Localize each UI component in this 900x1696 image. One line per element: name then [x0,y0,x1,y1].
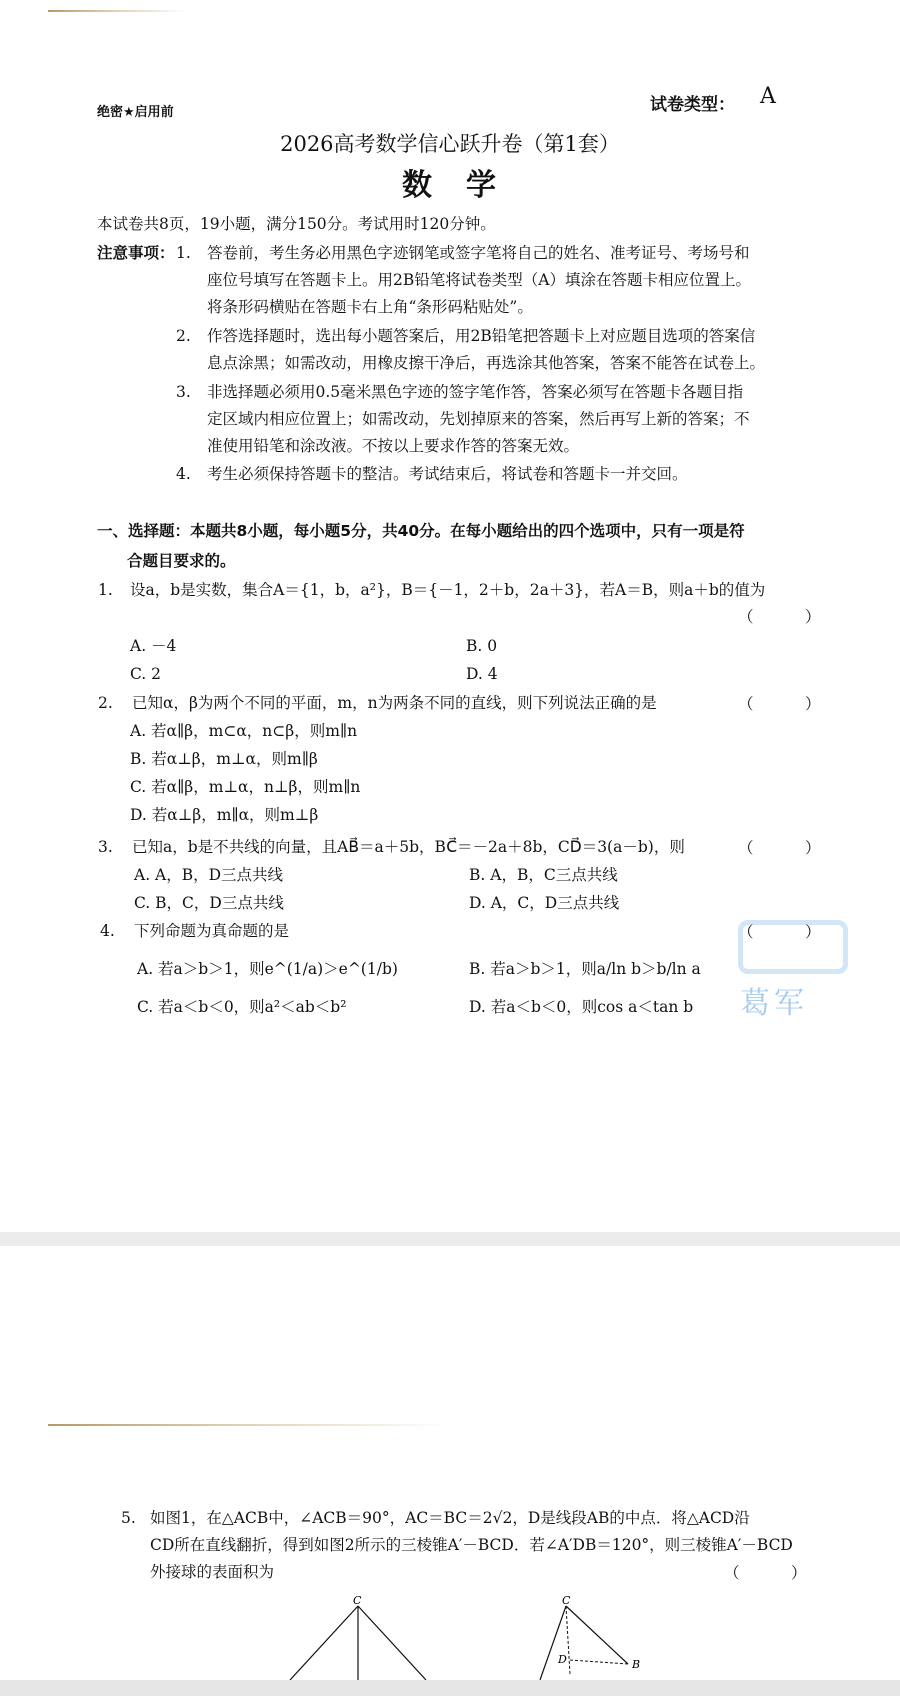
scan-artifact [48,10,188,12]
notes-label: 注意事项： [97,244,175,262]
question-1-stem: 设a，b是实数，集合A＝{1，b，a²}，B＝{－1，2＋b，2a＋3}，若A＝B，则a＋b的值为 [130,581,766,599]
paper-type-value: A [760,84,776,109]
question-2-number: 2. [98,694,113,712]
scan-artifact [48,1424,448,1426]
confidential-mark: 绝密★启用前 [97,105,174,120]
note-3-num: 3. [176,383,191,401]
question-2-stem: 已知α，β为两个不同的平面，m，n为两条不同的直线，则下列说法正确的是 [132,694,657,712]
note-2-num: 2. [176,327,191,345]
note-4-line: 考生必须保持答题卡的整洁。考试结束后，将试卷和答题卡一并交回。 [207,465,688,483]
question-5-stem: 如图1，在△ACB中，∠ACB＝90°，AC＝BC＝2√2，D是线段AB的中点．将△ACD沿 [150,1509,750,1527]
answer-bracket: （ ） [738,923,839,941]
q3-option-d: D. A，C，D三点共线 [469,894,620,912]
answer-bracket: （ ） [738,839,839,857]
page-2 [0,1246,900,1680]
note-3-line: 准使用铅笔和涂改液。不按以上要求作答的答案无效。 [207,437,580,455]
note-3-line: 非选择题必须用0.5毫米黑色字迹的签字笔作答，答案必须写在答题卡各题目指 [207,383,744,401]
figure-2-label: D [558,1653,567,1666]
note-2-line: 息点涂黑；如需改动，用橡皮擦干净后，再选涂其他答案，答案不能答在试卷上。 [207,354,766,372]
q4-option-b: B. 若a＞b＞1，则a/ln b＞b/ln a [469,960,701,978]
note-4-num: 4. [176,465,191,483]
answer-bracket: （ ） [724,1564,825,1582]
question-4-stem: 下列命题为真命题的是 [134,922,290,940]
q2-option-c: C. 若α∥β，m⊥α，n⊥β，则m∥n [130,778,361,796]
note-1-line: 座位号填写在答题卡上。用2B铅笔将试卷类型（A）填涂在答题卡相应位置上。 [207,271,751,289]
watermark-logo [738,920,848,974]
page-separator [0,1232,900,1246]
note-2-line: 作答选择题时，选出每小题答案后，用2B铅笔把答题卡上对应题目选项的答案信 [207,327,756,345]
exam-title: 2026高考数学信心跃升卷（第1套） [280,132,620,156]
note-1-num: 1. [176,244,191,262]
q2-option-a: A. 若α∥β，m⊂α，n⊂β，则m∥n [130,722,358,740]
q4-option-c: C. 若a＜b＜0，则a²＜ab＜b² [137,998,347,1016]
section-1-heading-cont: 合题目要求的。 [127,552,236,570]
q4-option-a: A. 若a＞b＞1，则e^(1/a)＞e^(1/b) [137,960,398,978]
question-3-stem: 已知a，b是不共线的向量，且AB⃗＝a＋5b，BC⃗＝－2a＋8b，CD⃗＝3(a－b)，则 [132,838,685,856]
figure-1-label: C [353,1594,362,1607]
question-5-stem: 外接球的表面积为 [150,1563,275,1581]
q3-option-b: B. A，B，C三点共线 [469,866,618,884]
figure-2 [530,1594,650,1680]
answer-bracket: （ ） [738,695,839,713]
question-3-number: 3. [98,838,113,856]
paper-type-label: 试卷类型： [650,95,735,115]
note-3-line: 定区域内相应位置上；如需改动，先划掉原来的答案，然后再写上新的答案；不 [207,410,750,428]
figure-1 [260,1594,460,1680]
figure-2-label: B [632,1658,641,1671]
viewer-bottom-bar [0,1680,900,1696]
question-5-number: 5. [121,1509,136,1527]
exam-intro: 本试卷共8页，19小题，满分150分。考试用时120分钟。 [97,215,496,233]
q1-option-c: C. 2 [130,665,162,683]
q2-option-d: D. 若α⊥β，m∥α，则m⊥β [130,806,319,824]
watermark-text: 葛军 [740,986,808,1021]
q2-option-b: B. 若α⊥β，m⊥α，则m∥β [130,750,318,768]
note-1-line: 将条形码横贴在答题卡右上角“条形码粘贴处”。 [207,298,533,316]
note-1-line: 答卷前，考生务必用黑色字迹钢笔或签字笔将自己的姓名、准考证号、考场号和 [207,244,750,262]
answer-bracket: （ ） [738,608,839,626]
figure-2-label: C [562,1594,571,1607]
q1-option-b: B. 0 [466,637,498,655]
question-5-stem: CD所在直线翻折，得到如图2所示的三棱锥A′－BCD．若∠A′DB＝120°，则三棱锥A′－BCD [150,1536,793,1554]
question-4-number: 4. [100,922,115,940]
section-1-heading: 一、选择题：本题共8小题，每小题5分，共40分。在每小题给出的四个选项中，只有一项是符 [97,522,745,540]
q1-option-d: D. 4 [466,665,498,683]
q4-option-d: D. 若a＜b＜0，则cos a＜tan b [469,998,694,1016]
q3-option-a: A. A，B，D三点共线 [134,866,284,884]
question-1-number: 1. [98,581,113,599]
q1-option-a: A. －4 [130,637,177,655]
subject-title: 数 学 [402,168,498,203]
q3-option-c: C. B，C，D三点共线 [134,894,284,912]
